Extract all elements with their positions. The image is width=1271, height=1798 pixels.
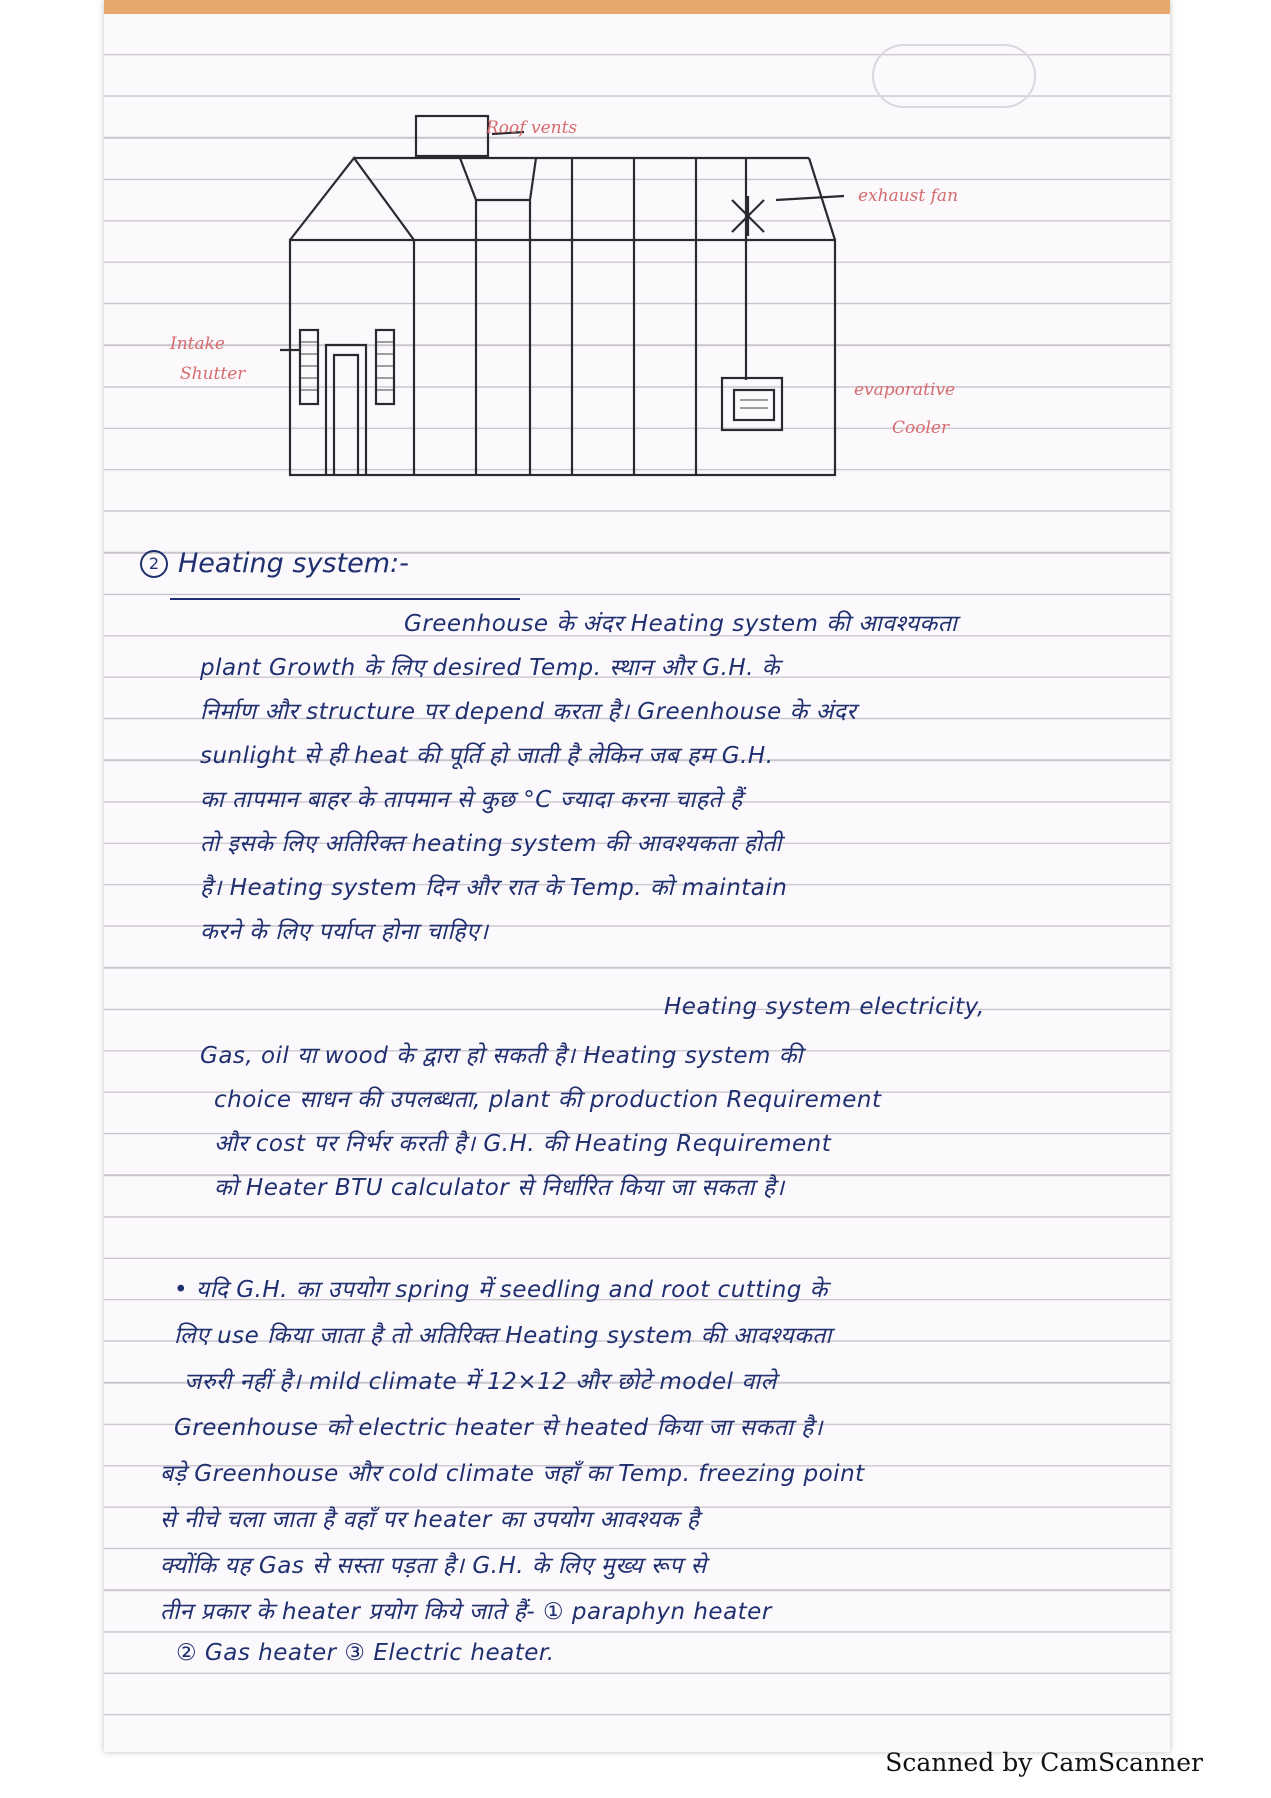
- text-line: ② Gas heater ③ Electric heater.: [176, 1640, 555, 1666]
- text-line: तीन प्रकार के heater प्रयोग किये जाते हैं- ① paraphyn heater: [160, 1599, 772, 1625]
- notebook-page: [104, 0, 1170, 1752]
- label-evaporative: evaporative: [854, 380, 956, 400]
- text-line: sunlight से ही heat की पूर्ति हो जाती है लेकिन जब हम G.H.: [200, 743, 774, 769]
- text-line: जरुरी नहीं है। mild climate में 12×12 और छोटे model वाले: [184, 1369, 777, 1395]
- text-line: • यदि G.H. का उपयोग spring में seedling and root cutting के: [174, 1277, 828, 1303]
- text-line: है। Heating system दिन और रात के Temp. को maintain: [200, 875, 788, 901]
- heading-underline: [170, 598, 520, 600]
- section-title: Heating system:-: [178, 548, 409, 579]
- text-line: Greenhouse के अंदर Heating system की आवश्यकता: [404, 611, 958, 637]
- greenhouse-roof-left: [290, 158, 414, 240]
- window-right: [376, 330, 394, 404]
- text-line: Greenhouse को electric heater से heated किया जा सकता है।: [174, 1415, 824, 1441]
- text-line: choice साधन की उपलब्धता, plant की production Requirement: [214, 1087, 882, 1113]
- label-cooler: Cooler: [892, 418, 950, 438]
- text-line: Gas, oil या wood के द्वारा हो सकती है। Heating system की: [200, 1043, 803, 1069]
- scanner-watermark: Scanned by CamScanner: [885, 1748, 1203, 1777]
- section-heading: [140, 548, 409, 579]
- label-intake: Intake: [170, 334, 225, 354]
- greenhouse-door: [326, 345, 366, 475]
- text-line: क्योंकि यह Gas से सस्ता पड़ता है। G.H. के लिए मुख्य रूप से: [160, 1553, 707, 1579]
- text-line: बड़े Greenhouse और cold climate जहाँ का Temp. freezing point: [160, 1461, 865, 1487]
- text-line: लिए use किया जाता है तो अतिरिक्त Heating system की आवश्यकता: [174, 1323, 832, 1349]
- window-left: [300, 330, 318, 404]
- label-roof-vents: Roof vents: [486, 118, 578, 138]
- text-line: plant Growth के लिए desired Temp. स्थान और G.H. के: [200, 655, 780, 681]
- text-line: को Heater BTU calculator से निर्धारित किया जा सकता है।: [214, 1175, 785, 1201]
- text-line: Heating system electricity,: [664, 994, 985, 1020]
- text-line: और cost पर निर्भर करती है। G.H. की Heating Requirement: [214, 1131, 832, 1157]
- roof-vent: [416, 116, 488, 156]
- greenhouse-body: [290, 240, 835, 475]
- label-exhaust-fan: exhaust fan: [858, 186, 959, 206]
- greenhouse-diagram: [104, 0, 1170, 520]
- text-line: से नीचे चला जाता है वहाँ पर heater का उपयोग आवश्यक है: [160, 1507, 700, 1533]
- text-line: तो इसके लिए अतिरिक्त heating system की आवश्यकता होती: [200, 831, 782, 857]
- section-number: 2: [140, 550, 168, 578]
- text-line: करने के लिए पर्याप्त होना चाहिए।: [200, 919, 489, 945]
- text-line: का तापमान बाहर के तापमान से कुछ °C ज्यादा करना चाहते हैं: [200, 787, 743, 813]
- text-line: निर्माण और structure पर depend करता है। Greenhouse के अंदर: [200, 699, 857, 725]
- label-shutter: Shutter: [180, 364, 246, 384]
